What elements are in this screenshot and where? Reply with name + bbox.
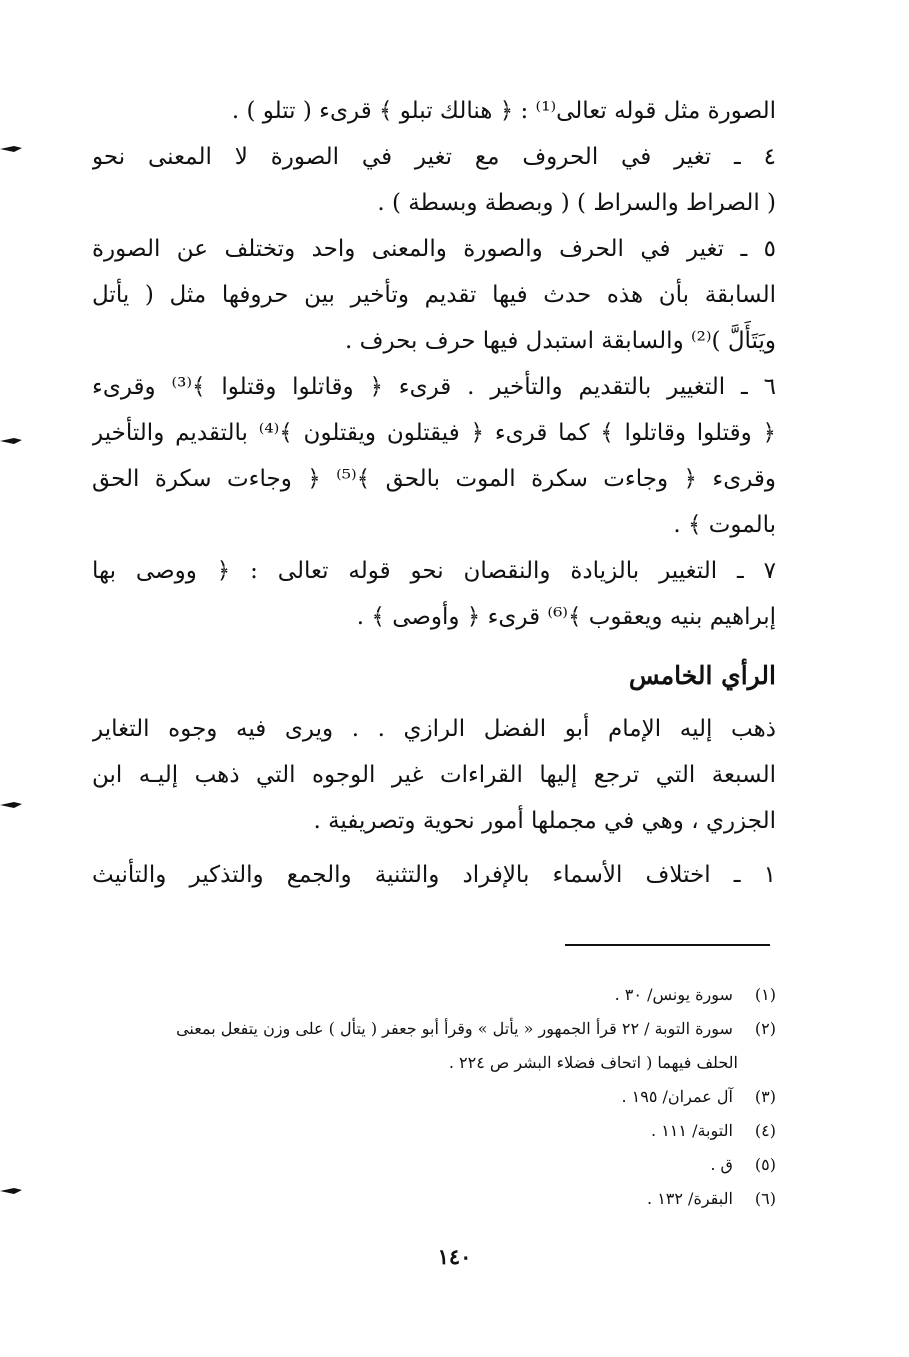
body-line: ٤ ـ تغير في الحروف مع تغير في الصورة لا المعنى نحو	[92, 144, 776, 170]
body-line: الجزري ، وهي في مجملها أمور نحوية وتصريفية .	[313, 808, 776, 834]
body-line: ( الصراط والسراط ) ( وبصطة وبسطة ) .	[377, 190, 776, 216]
body-line: ٧ ـ التغيير بالزيادة والنقصان نحو قوله تعالى : ﴿ ووصى بها	[92, 558, 776, 584]
footnote-separator	[565, 944, 770, 946]
edge-mark	[0, 1186, 22, 1196]
body-line: ٦ ـ التغيير بالتقديم والتأخير . قرىء ﴿ وقاتلوا وقتلوا ﴾⁽³⁾ وقرىء	[92, 374, 776, 400]
footnote-continuation	[92, 1046, 776, 1080]
body-line: وقرىء ﴿ وجاءت سكرة الموت بالحق ﴾⁽⁵⁾ ﴿ وجاءت سكرة الحق	[92, 466, 776, 492]
footnote-text: آل عمران/ ١٩٥ .	[621, 1087, 733, 1106]
footnote-number: (١)	[754, 985, 776, 1004]
edge-mark	[0, 144, 22, 154]
footnote	[92, 1148, 776, 1182]
section-heading: الرأي الخامس	[628, 661, 776, 690]
edge-mark	[0, 436, 22, 446]
footnote-text: سورة يونس/ ٣٠ .	[614, 985, 733, 1004]
body-line: السابقة بأن هذه حدث فيها تقديم وتأخير بين حروفها مثل ( يأتل	[92, 282, 776, 308]
footnote	[92, 1114, 776, 1148]
footnote-text: الحلف فيهما ( اتحاف فضلاء البشر ص ٢٢٤ .	[448, 1053, 738, 1072]
body-line: ﴿ وقتلوا وقاتلوا ﴾ كما قرىء ﴿ فيقتلون ويقتلون ﴾⁽⁴⁾ بالتقديم والتأخير	[92, 420, 776, 446]
footnote	[92, 1080, 776, 1114]
body-line: ذهب إليه الإمام أبو الفضل الرازي . . ويرى فيه وجوه التغاير	[92, 716, 776, 742]
footnote	[92, 978, 776, 1012]
body-line: ١ ـ اختلاف الأسماء بالإفراد والتثنية والجمع والتذكير والتأنيث	[92, 862, 776, 888]
main-text	[92, 88, 776, 898]
edge-mark	[0, 800, 22, 810]
footnote-number: (٥)	[754, 1155, 776, 1174]
footnote-number: (٢)	[754, 1019, 776, 1038]
body-line: ٥ ـ تغير في الحرف والصورة والمعنى واحد وتختلف عن الصورة	[92, 236, 776, 262]
body-line: الصورة مثل قوله تعالى⁽¹⁾ : ﴿ هنالك تبلو ﴾ قرىء ( تتلو ) .	[231, 98, 776, 124]
footnote-text: سورة التوبة / ٢٢ قرأ الجمهور « يأتل » وقرأ أبو جعفر ( يتأل ) على وزن يتفعل بمعنى	[176, 1019, 733, 1038]
page-number: ١٤٠	[437, 1244, 472, 1269]
footnote	[92, 1012, 776, 1046]
body-line: السبعة التي ترجع إليها القراءات غير الوجوه التي ذهب إليـه ابن	[92, 762, 776, 788]
footnote-number: (٦)	[754, 1189, 776, 1208]
body-line: إبراهيم بنيه ويعقوب ﴾⁽⁶⁾ قرىء ﴿ وأوصى ﴾ .	[356, 604, 776, 630]
body-line: بالموت ﴾ .	[673, 512, 776, 538]
body-line: ويَتَأَلَّ )⁽²⁾ والسابقة استبدل فيها حرف بحرف .	[345, 328, 776, 354]
footnote-number: (٣)	[754, 1087, 776, 1106]
footnote	[92, 1182, 776, 1216]
footnote-number: (٤)	[754, 1121, 776, 1140]
footnote-text: البقرة/ ١٣٢ .	[647, 1189, 733, 1208]
footnote-text: التوبة/ ١١١ .	[651, 1121, 733, 1140]
footnote-text: ق .	[710, 1155, 733, 1174]
footnotes	[92, 978, 776, 1216]
